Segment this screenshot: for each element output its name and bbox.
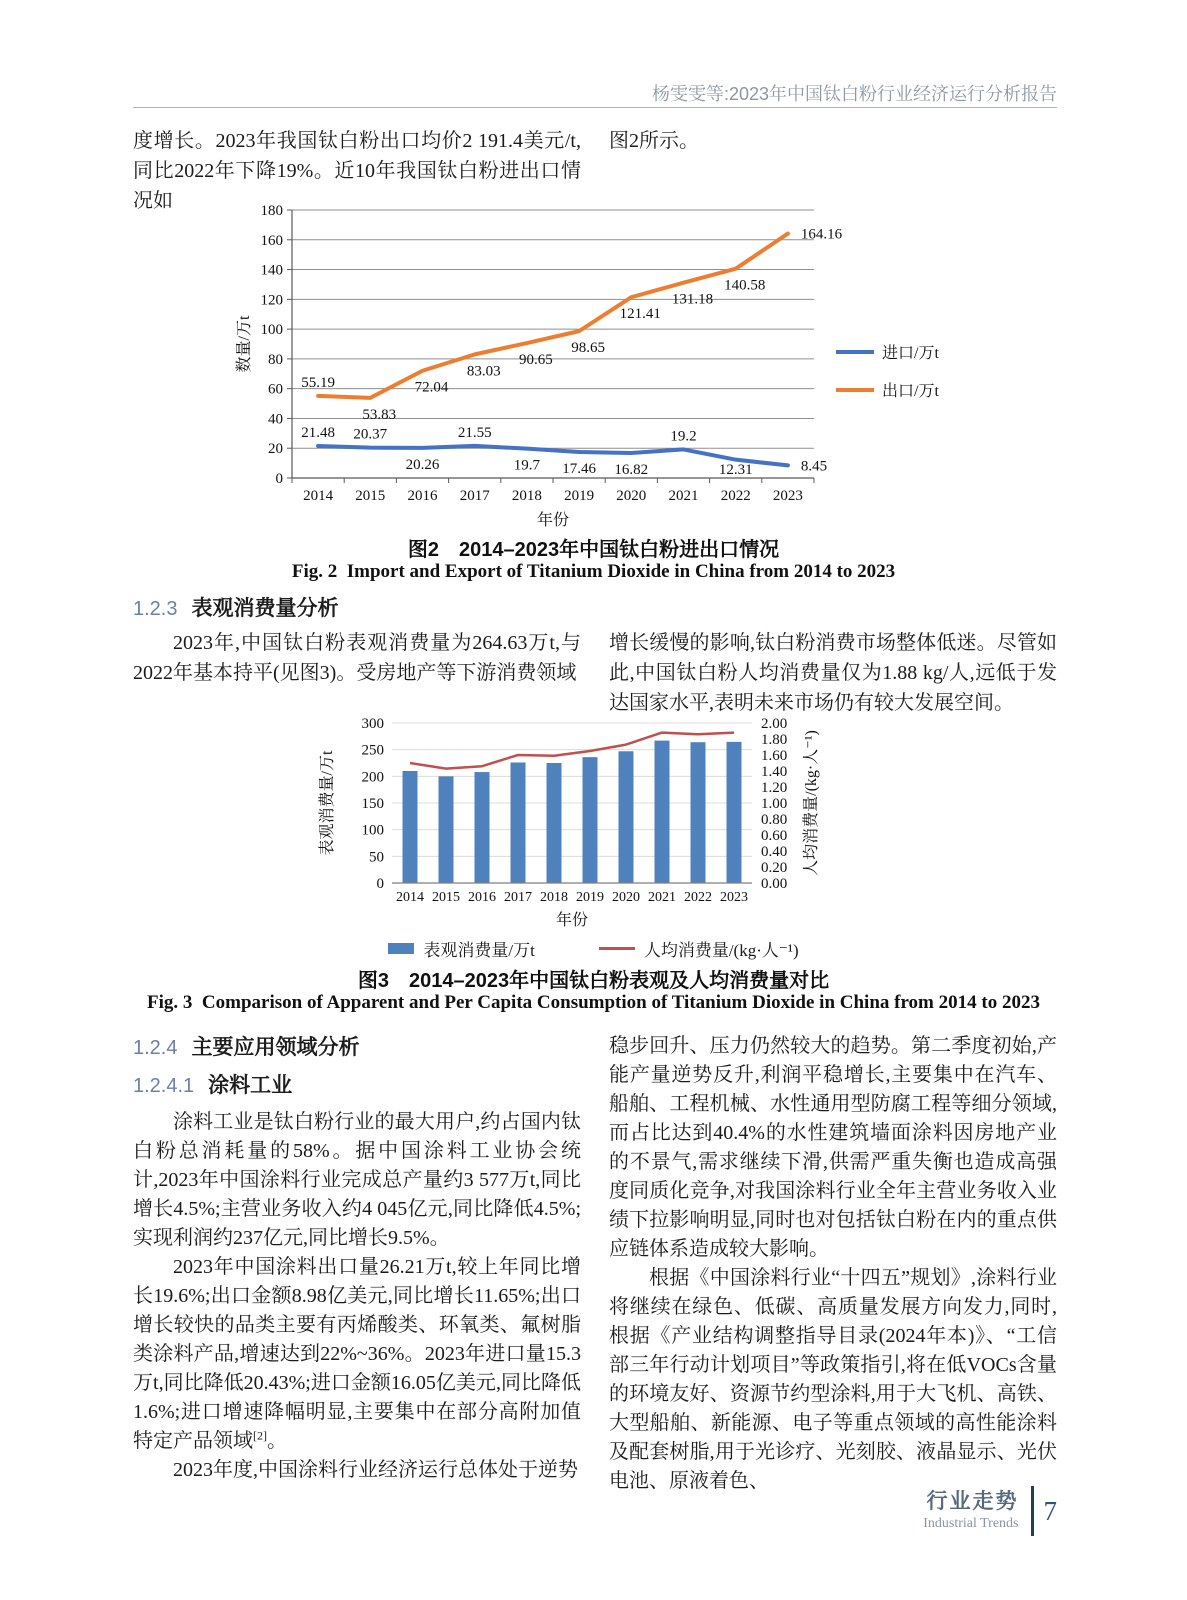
page-footer <box>923 1486 1057 1536</box>
svg-text:1.20: 1.20 <box>761 780 788 796</box>
svg-text:1.80: 1.80 <box>761 732 788 748</box>
section-1-2-4-1-heading <box>133 1070 581 1104</box>
section-1-2-4-1-number: 1.2.4.1 <box>133 1075 195 1097</box>
svg-text:2023: 2023 <box>720 890 748 905</box>
svg-text:120: 120 <box>260 292 283 309</box>
line-swatch-icon <box>599 947 635 950</box>
section-1-2-3-number: 1.2.3 <box>133 598 178 620</box>
s123-right-paragraph: 增长缓慢的影响,钛白粉消费市场整体低迷。尽管如此,中国钛白粉人均消费量仅为1.88 kg/人,远低于发达国家水平,表明未来市场仍有较大发展空间。 <box>609 632 1057 714</box>
svg-text:1.60: 1.60 <box>761 748 788 764</box>
s1241-left-paragraph-2 <box>133 1253 581 1456</box>
svg-text:140: 140 <box>260 262 283 279</box>
svg-text:8.45: 8.45 <box>800 458 828 475</box>
svg-text:100: 100 <box>361 822 384 839</box>
svg-text:2019: 2019 <box>576 890 604 905</box>
svg-text:131.18: 131.18 <box>671 291 714 308</box>
svg-text:2018: 2018 <box>540 890 568 905</box>
svg-text:300: 300 <box>361 716 384 732</box>
svg-text:1.00: 1.00 <box>761 796 788 812</box>
s1241-left-paragraph-3: 2023年度,中国涂料行业经济运行总体处于逆势 <box>173 1459 578 1481</box>
s124-right-column <box>609 1032 1057 1496</box>
svg-text:表观消费量/万t: 表观消费量/万t <box>319 750 336 856</box>
svg-text:年份: 年份 <box>555 912 589 929</box>
footer-section-labels <box>923 1489 1018 1533</box>
svg-text:17.46: 17.46 <box>562 461 596 478</box>
svg-text:2018: 2018 <box>511 488 542 504</box>
header-rule <box>133 107 1057 108</box>
svg-text:160: 160 <box>260 232 283 249</box>
footer-section-en: Industrial Trends <box>923 1516 1019 1531</box>
s1241-right-paragraph-2: 根据《中国涂料行业“十四五”规划》,涂料行业将继续在绿色、低碳、高质量发展方向发力,同时,根据《产业结构调整指导目录(2024年本)》、“工信部三年行动计划项目”等政策指引,将在低VOCs含量的环境友好、资源节约型涂料,用于大飞机、高铁、大型船舶、新能源、电子等重点领域的高性能涂料及配套树脂,用于光诊疗、光刻胶、液晶显示、光伏电池、原液着色、 <box>609 1267 1057 1492</box>
svg-text:55.19: 55.19 <box>301 374 335 391</box>
svg-text:2019: 2019 <box>564 488 595 504</box>
svg-text:180: 180 <box>260 203 283 219</box>
svg-text:19.7: 19.7 <box>513 457 541 474</box>
intro-left-paragraph: 度增长。2023年我国钛白粉出口均价2 191.4美元/t,同比2022年下降19%。近10年我国钛白粉进出口情况如 <box>133 130 581 212</box>
svg-text:50: 50 <box>369 849 384 866</box>
section-1-2-4-heading <box>133 1032 581 1066</box>
s124-left-column <box>133 1032 581 1496</box>
svg-text:2021: 2021 <box>668 488 699 504</box>
svg-text:2017: 2017 <box>459 488 490 504</box>
svg-text:0.60: 0.60 <box>761 828 788 844</box>
svg-text:200: 200 <box>361 769 384 786</box>
svg-text:0: 0 <box>376 876 384 892</box>
svg-text:2016: 2016 <box>468 890 496 905</box>
svg-text:2.00: 2.00 <box>761 716 788 732</box>
fig3-legend <box>0 936 1187 961</box>
fig3-caption-en: Fig. 3 Comparison of Apparent and Per Capita Consumption of Titanium Dioxide in China from 2014 to 2023 <box>147 992 1040 1013</box>
svg-text:2023: 2023 <box>772 488 803 504</box>
svg-text:20.26: 20.26 <box>405 456 440 473</box>
svg-text:90.65: 90.65 <box>519 352 553 369</box>
svg-text:2017: 2017 <box>504 890 532 905</box>
svg-text:40: 40 <box>268 411 283 428</box>
svg-text:60: 60 <box>268 381 283 398</box>
svg-text:2020: 2020 <box>616 488 647 504</box>
fig2-caption-en: Fig. 2 Import and Export of Titanium Dioxide in China from 2014 to 2023 <box>291 561 896 582</box>
svg-text:20: 20 <box>268 441 283 458</box>
svg-text:20.37: 20.37 <box>353 426 388 443</box>
section-1-2-3-title: 表观消费量分析 <box>191 597 339 620</box>
fig2-caption-cn: 图2 2014–2023年中国钛白粉进出口情况 <box>407 539 780 561</box>
fig3-legend-bar-item <box>388 936 534 961</box>
svg-text:53.83: 53.83 <box>362 406 397 423</box>
footer-section-cn: 行业走势 <box>926 1490 1019 1513</box>
svg-text:2021: 2021 <box>648 890 676 905</box>
bar-swatch-icon <box>388 943 414 954</box>
svg-text:164.16: 164.16 <box>800 226 843 243</box>
section-1-2-3-heading <box>133 592 338 622</box>
fig3-legend-bar-label: 表观消费量/万t <box>423 941 535 960</box>
s123-left-paragraph: 2023年,中国钛白粉表观消费量为264.63万t,与2022年基本持平(见图3)。受房地产等下游消费领域 <box>133 632 581 684</box>
svg-text:72.04: 72.04 <box>414 379 449 396</box>
page-number: 7 <box>1043 1495 1057 1526</box>
intro-right-paragraph: 图2所示。 <box>609 130 699 152</box>
svg-text:0.80: 0.80 <box>761 812 788 828</box>
svg-text:80: 80 <box>268 351 283 368</box>
svg-text:16.82: 16.82 <box>614 461 649 478</box>
svg-text:数量/万t: 数量/万t <box>236 315 253 373</box>
svg-text:2014: 2014 <box>303 488 334 504</box>
svg-text:人均消费量/(kg·人⁻¹): 人均消费量/(kg·人⁻¹) <box>803 730 820 876</box>
svg-text:98.65: 98.65 <box>571 340 605 357</box>
svg-text:150: 150 <box>361 796 384 812</box>
footer-divider <box>1031 1486 1034 1536</box>
svg-text:进口/万t: 进口/万t <box>882 345 939 362</box>
svg-text:2016: 2016 <box>407 488 438 504</box>
svg-text:21.55: 21.55 <box>457 424 492 441</box>
svg-text:年份: 年份 <box>536 512 570 529</box>
svg-text:0.00: 0.00 <box>761 876 788 892</box>
s1241-p2-period: 。 <box>267 1430 287 1452</box>
svg-text:21.48: 21.48 <box>301 425 335 442</box>
svg-text:2020: 2020 <box>612 890 640 905</box>
svg-text:2015: 2015 <box>355 488 386 504</box>
svg-text:1.40: 1.40 <box>761 764 788 780</box>
svg-text:140.58: 140.58 <box>724 277 766 294</box>
svg-text:121.41: 121.41 <box>619 306 661 323</box>
svg-text:2014: 2014 <box>396 890 424 905</box>
s1241-p2-text: 2023年中国涂料出口量26.21万t,较上年同比增长19.6%;出口金额8.98亿美元,同比增长11.65%;出口增长较快的品类主要有丙烯酸类、环氧类、氟树脂类涂料产品,增速达到22%~36%。2023年进口量15.3万t,同比降低20.43%;进口金额16.05亿美元,同比降低1.6%;进口增速降幅明显,主要集中在部分高附加值特定产品领域 <box>133 1256 581 1452</box>
citation-ref: [2] <box>253 1428 267 1443</box>
section-1-2-4-row <box>133 1032 1057 1496</box>
svg-text:12.31: 12.31 <box>718 462 753 478</box>
svg-text:0.20: 0.20 <box>761 860 788 876</box>
svg-text:250: 250 <box>361 742 384 759</box>
svg-text:100: 100 <box>260 322 283 339</box>
section-1-2-4-title: 主要应用领域分析 <box>191 1036 360 1059</box>
running-header: 杨雯雯等:2023年中国钛白粉行业经济运行分析报告 <box>651 84 1057 104</box>
svg-text:0: 0 <box>275 471 283 487</box>
svg-text:2015: 2015 <box>432 890 460 905</box>
s1241-left-paragraph-1: 涂料工业是钛白粉行业的最大用户,约占国内钛白粉总消耗量的58%。据中国涂料工业协会统计,2023年中国涂料行业完成总产量约3 577万t,同比增长4.5%;主营业务收入约4 045亿元,同比降低4.5%;实现利润约237亿元,同比增长9.5%。 <box>133 1111 581 1249</box>
fig2-line-chart <box>232 196 1022 530</box>
section-1-2-4-number: 1.2.4 <box>133 1037 178 1059</box>
s1241-right-paragraph-1: 稳步回升、压力仍然较大的趋势。第二季度初始,产能产量逆势反升,利润平稳增长,主要集中在汽车、船舶、工程机械、水性通用型防腐工程等细分领域,而占比达到40.4%的水性建筑墙面涂料因房地产业的不景气,需求继续下滑,供需严重失衡也造成高强度同质化竞争,对我国涂料行业全年主营业务收入业绩下拉影响明显,同时也对包括钛白粉在内的重点供应链体系造成较大影响。 <box>609 1035 1057 1260</box>
svg-text:2022: 2022 <box>720 488 751 504</box>
svg-text:出口/万t: 出口/万t <box>882 383 939 400</box>
svg-text:19.2: 19.2 <box>670 428 697 445</box>
fig3-combo-chart <box>312 698 872 930</box>
fig3-legend-line-item <box>599 936 799 961</box>
svg-text:0.40: 0.40 <box>761 844 788 860</box>
svg-text:83.03: 83.03 <box>466 363 501 380</box>
fig3-legend-line-label: 人均消费量/(kg·人⁻¹) <box>643 941 799 960</box>
fig3-caption-cn: 图3 2014–2023年中国钛白粉表观及人均消费量对比 <box>357 970 830 992</box>
svg-text:2022: 2022 <box>684 890 712 905</box>
section-1-2-4-1-title: 涂料工业 <box>208 1074 293 1097</box>
